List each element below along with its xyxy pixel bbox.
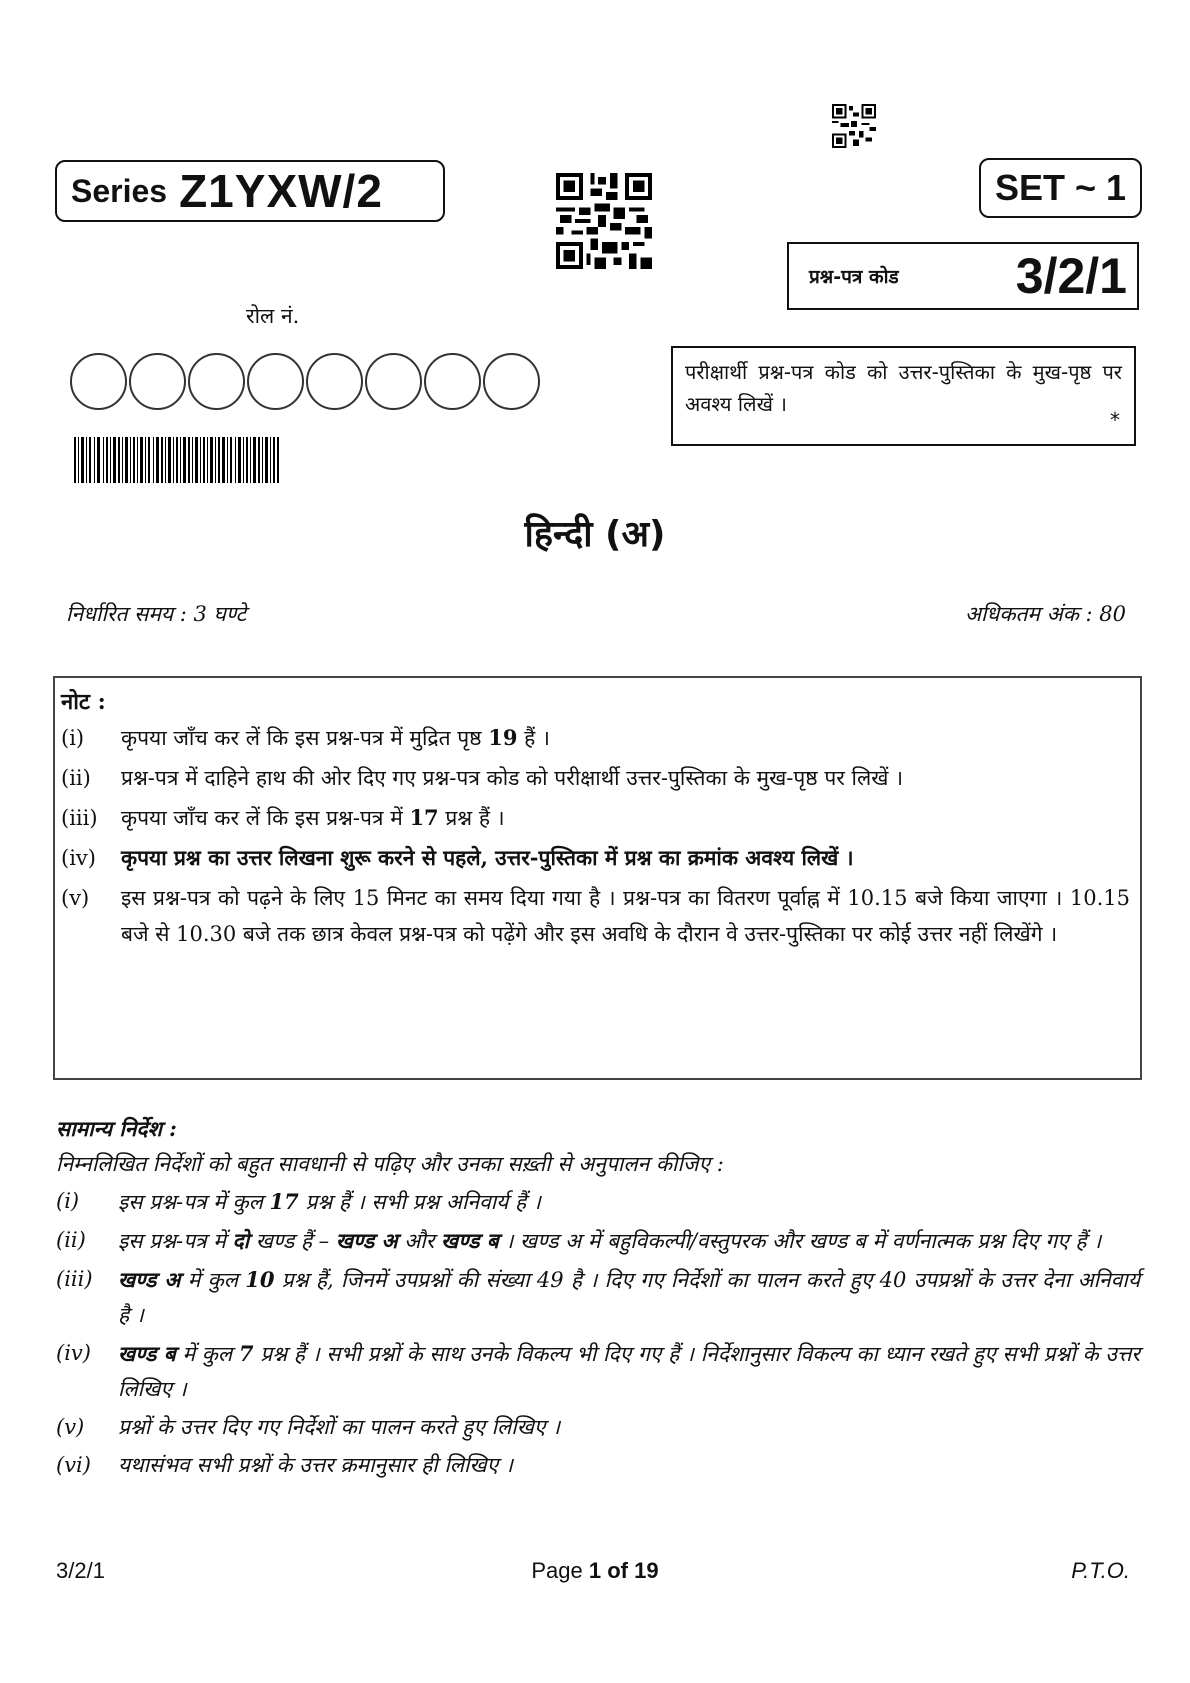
instruction-text: इस प्रश्न-पत्र में कुल 17 प्रश्न हैं । सभी प्रश्न अनिवार्य हैं । <box>118 1189 541 1214</box>
general-instructions-heading: सामान्य निर्देश : <box>56 1116 177 1141</box>
note-item-text: इस प्रश्न-पत्र को पढ़ने के लिए 15 मिनट का समय दिया गया है । प्रश्न-पत्र का वितरण पूर्वाह्न में 10.15 बजे किया जाएगा । 10.15 बजे से 10.30 बजे तक छात्र केवल प्रश्न-पत्र को पढ़ेंगे और इस अवधि के दौरान वे उत्तर-पुस्तिका पर कोई उत्तर नहीं लिखेंगे । <box>121 886 1130 946</box>
paper-code-value: 3/2/1 <box>1015 248 1127 304</box>
note-heading: नोट : <box>61 689 106 715</box>
instruction-number: (vi) <box>56 1453 91 1477</box>
please-turn-over: P.T.O. <box>1071 1558 1130 1583</box>
note-item-text: कृपया जाँच कर लें कि इस प्रश्न-पत्र में 17 प्रश्न हैं । <box>121 805 505 830</box>
instruction-text: यथासंभव सभी प्रश्नों के उत्तर क्रमानुसार ही लिखिए । <box>118 1453 513 1477</box>
instruction-text: प्रश्नों के उत्तर दिए गए निर्देशों का पालन करते हुए लिखिए । <box>118 1415 561 1439</box>
instruction-item <box>56 1410 1140 1445</box>
note-item-number: (iv) <box>61 846 96 870</box>
note-item-text: प्रश्न-पत्र में दाहिने हाथ की ओर दिए गए प्रश्न-पत्र कोड को परीक्षार्थी उत्तर-पुस्तिका के मुख-पृष्ठ पर लिखें । <box>121 766 904 790</box>
paper-code-box <box>787 242 1139 310</box>
page-number: Page 1 of 19 <box>531 1558 659 1583</box>
roll-digit-box[interactable] <box>188 353 245 410</box>
general-instructions-intro: निम्नलिखित निर्देशों को बहुत सावधानी से पढ़िए और उनका सख़्ती से अनुपालन कीजिए : <box>56 1152 724 1176</box>
asterisk-mark: * <box>1110 408 1120 432</box>
series-code: Z1YXW/2 <box>179 165 383 217</box>
paper-code-notice <box>671 346 1136 446</box>
note-item-number: (ii) <box>61 766 91 790</box>
note-item <box>61 840 1130 876</box>
roll-digit-box[interactable] <box>129 353 186 410</box>
qr-code-small-icon <box>832 104 876 148</box>
general-instructions <box>56 1112 1140 1486</box>
series-box <box>55 160 445 222</box>
instruction-number: (iii) <box>56 1267 93 1291</box>
instruction-number: (i) <box>56 1189 80 1213</box>
instruction-item <box>56 1184 1140 1220</box>
notice-text: परीक्षार्थी प्रश्न-पत्र कोड को उत्तर-पुस्तिका के मुख-पृष्ठ पर अवश्य लिखें । <box>685 360 1122 416</box>
note-item <box>61 720 1130 756</box>
note-item <box>61 880 1130 952</box>
note-item-number: (v) <box>61 886 90 910</box>
note-item <box>61 760 1130 796</box>
note-item-number: (iii) <box>61 806 98 830</box>
note-item-text: कृपया प्रश्न का उत्तर लिखना शुरू करने से पहले, उत्तर-पुस्तिका में प्रश्न का क्रमांक अवश्य लिखें । <box>121 845 854 870</box>
time-allowed: निर्धारित समय : 3 घण्टे <box>66 602 247 626</box>
paper-code-label: प्रश्न-पत्र कोड <box>809 266 899 288</box>
instruction-item <box>56 1223 1140 1259</box>
note-item <box>61 800 1130 836</box>
note-box <box>53 676 1142 1080</box>
instruction-item <box>56 1336 1140 1407</box>
note-item-number: (i) <box>61 726 85 750</box>
roll-number-label: रोल नं. <box>246 304 300 328</box>
roll-digit-box[interactable] <box>306 353 363 410</box>
series-label: Series <box>71 172 168 209</box>
roll-number-boxes <box>70 353 542 410</box>
footer-paper-code: 3/2/1 <box>56 1558 105 1583</box>
roll-digit-box[interactable] <box>365 353 422 410</box>
roll-digit-box[interactable] <box>483 353 540 410</box>
roll-digit-box[interactable] <box>247 353 304 410</box>
note-item-text: कृपया जाँच कर लें कि इस प्रश्न-पत्र में मुद्रित पृष्ठ 19 हैं । <box>121 725 550 750</box>
instruction-number: (iv) <box>56 1341 91 1365</box>
instruction-item <box>56 1448 1140 1483</box>
instruction-text: खण्ड अ में कुल 10 प्रश्न हैं, जिनमें उपप्रश्नों की संख्या 49 है । दिए गए निर्देशों का पालन करते हुए 40 उपप्रश्नों के उत्तर देना अनिवार्य है । <box>118 1267 1140 1327</box>
instruction-item <box>56 1262 1140 1333</box>
instruction-text: खण्ड ब में कुल 7 प्रश्न हैं । सभी प्रश्नों के साथ उनके विकल्प भी दिए गए हैं । निर्देशानुसार विकल्प का ध्यान रखते हुए सभी प्रश्नों के उत्तर लिखिए । <box>118 1341 1140 1401</box>
set-badge: SET ~ 1 <box>979 158 1142 218</box>
instruction-number: (v) <box>56 1415 85 1439</box>
page-title: हिन्दी (अ) <box>524 514 666 555</box>
instruction-text: इस प्रश्न-पत्र में दो खण्ड हैं – खण्ड अ और खण्ड ब । खण्ड अ में बहुविकल्पी/वस्तुपरक और खण्ड ब में वर्णनात्मक प्रश्न दिए गए हैं । <box>118 1228 1102 1253</box>
roll-digit-box[interactable] <box>424 353 481 410</box>
qr-code-icon <box>556 173 652 269</box>
roll-digit-box[interactable] <box>70 353 127 410</box>
barcode-icon <box>74 437 279 483</box>
instruction-number: (ii) <box>56 1228 86 1252</box>
max-marks: अधिकतम अंक : 80 <box>964 602 1126 626</box>
